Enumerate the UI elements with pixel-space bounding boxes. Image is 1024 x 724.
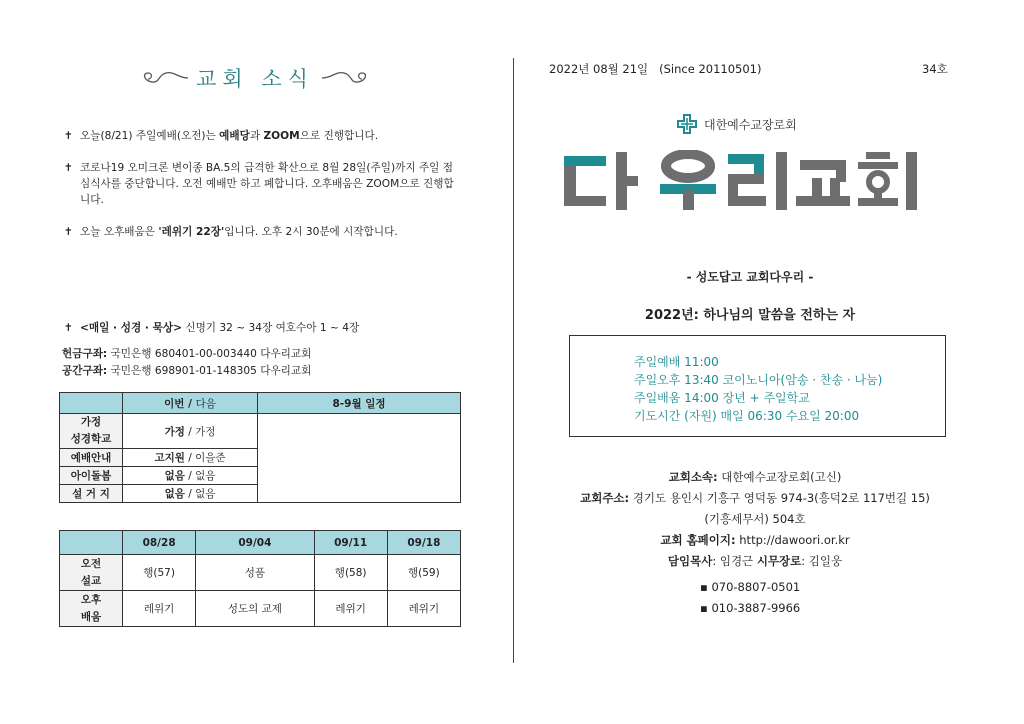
sermon-cell: 레위기 [387, 591, 460, 627]
account-label: 헌금구좌: [62, 348, 108, 360]
schedule-cell: 없음 / 없음 [123, 467, 258, 485]
schedule-row-label: 예배안내 [60, 449, 123, 467]
notice-emphasis: '레위기 22장' [158, 226, 225, 238]
notice-emphasis: 예배당 [219, 130, 250, 142]
notice-segment: 으로 진행합니다. [299, 130, 379, 142]
schedule-header-month: 8-9월 일정 [258, 393, 461, 414]
sermon-cell: 레위기 [123, 591, 196, 627]
phone-list [700, 577, 800, 619]
sermon-row-label: 오후 배움 [60, 591, 123, 627]
schedule-table [59, 392, 461, 503]
service-time-item: 주일예배 11:00 [634, 355, 719, 369]
sermon-date-header: 09/18 [387, 531, 460, 555]
yearly-theme: 2022년: 하나님의 말씀을 전하는 자 [644, 308, 856, 323]
page-divider [513, 58, 514, 663]
sermon-table [59, 530, 461, 627]
homepage-link[interactable]: http://dawoori.or.kr [735, 533, 850, 547]
notice-segment: 코로나19 오미크론 변이종 BA.5의 급격한 확산으로 8월 28일(주일)까지 주일 점심식사를 중단합니다. 오전 예배만 하고 폐합니다. 오후배움은 ZOOM으로 진행합니다. [80, 162, 454, 206]
phone-item: ▪ 010-3887-9966 [700, 601, 801, 615]
account-label: 공간구좌: [62, 365, 108, 377]
schedule-row-label: 아이돌봄 [60, 467, 123, 485]
notice-emphasis: ZOOM [263, 130, 300, 142]
bullet-icon: ▪ [700, 580, 708, 594]
schedule-row-label: 설 거 지 [60, 485, 123, 503]
address-value: 경기도 용인시 기흥구 영덕동 974-3(흥덕2로 117번길 15) [629, 491, 930, 505]
notice-segment: 과 [249, 130, 264, 142]
schedule-month-cell [258, 414, 461, 503]
service-times-list [634, 353, 882, 425]
notice-item [64, 128, 454, 144]
notice-item [64, 160, 454, 208]
affiliation-label: 교회소속: [668, 470, 718, 484]
schedule-cell: 없음 / 없음 [123, 485, 258, 503]
since-date: (Since 20110501) [659, 62, 762, 76]
phone-item: ▪ 070-8807-0501 [700, 580, 801, 594]
affiliation-value: 대한예수교장로회(고신) [717, 470, 842, 484]
sermon-cell: 성도의 교제 [196, 591, 314, 627]
homepage-label: 교회 홈페이지: [660, 533, 736, 547]
news-title: 교회 소식 [196, 67, 314, 91]
address-line2: (기흥세무서) 504호 [704, 512, 806, 526]
service-times-box [569, 335, 946, 437]
notice-segment: 오늘 오후배움은 [80, 226, 159, 238]
daily-label: <매일 · 성경 · 묵상> [80, 322, 182, 334]
notice-item [64, 224, 454, 240]
cross-icon: ✝ [64, 322, 73, 334]
cross-icon: ✝ [64, 130, 73, 142]
accounts-block [62, 346, 311, 380]
denomination-block [676, 113, 797, 135]
elder-label: 시무장로 [756, 554, 802, 568]
account-value: 국민은행 698901-01-148305 다우리교회 [107, 365, 312, 377]
pastor-name: : 임경근 [712, 554, 757, 568]
motto: - 성도답고 교회다우리 - [686, 270, 814, 284]
service-time-item: 주일오후 13:40 코이노니아(암송 · 찬송 · 나눔) [634, 373, 883, 387]
sermon-row-label: 오전 설교 [60, 555, 123, 591]
sermon-date-header: 08/28 [123, 531, 196, 555]
sermon-cell: 성품 [196, 555, 314, 591]
church-name-logo [560, 150, 940, 212]
notice-text [64, 128, 454, 144]
bullet-icon: ▪ [700, 601, 708, 615]
service-time-item: 기도시간 (자원) 매일 06:30 수요일 20:00 [634, 409, 860, 423]
schedule-row-label: 가정 성경학교 [60, 414, 123, 449]
right-flourish-icon [320, 69, 372, 87]
schedule-cell: 고지원 / 이을준 [123, 449, 258, 467]
sermon-cell: 행(59) [387, 555, 460, 591]
elder-name: : 김일웅 [801, 554, 843, 568]
church-info [520, 467, 990, 572]
church-cross-logo-icon [676, 113, 698, 135]
schedule-cell: 가정 / 가정 [123, 414, 258, 449]
schedule-header-this-next: 이번 / 다음 [123, 393, 258, 414]
sermon-header-blank [60, 531, 123, 555]
cross-icon: ✝ [64, 162, 73, 174]
account-value: 국민은행 680401-00-003440 다우리교회 [107, 348, 312, 360]
sermon-cell: 행(57) [123, 555, 196, 591]
denomination-name: 대한예수교장로회 [704, 117, 797, 132]
news-title-block [130, 64, 380, 92]
bulletin-date: 2022년 08월 21일 [549, 62, 649, 76]
service-time-item: 주일배움 14:00 장년 + 주일학교 [634, 391, 810, 405]
notice-segment: 입니다. 오후 2시 30분에 시작합니다. [224, 226, 398, 238]
sermon-date-header: 09/11 [314, 531, 387, 555]
date-line [549, 61, 761, 77]
sermon-date-header: 09/04 [196, 531, 314, 555]
daily-meditation [64, 320, 454, 336]
notice-text [64, 160, 454, 208]
notice-segment: 오늘(8/21) 주일예배(오전)는 [80, 130, 220, 142]
address-label: 교회주소: [580, 491, 630, 505]
left-flourish-icon [138, 69, 190, 87]
pastor-label: 담임목사 [667, 554, 713, 568]
daily-text: 신명기 32 ~ 34장 여호수아 1 ~ 4장 [181, 322, 360, 334]
issue-number: 34호 [922, 62, 948, 76]
cross-icon: ✝ [64, 226, 73, 238]
notice-text [64, 224, 454, 240]
schedule-header-blank [60, 393, 123, 414]
sermon-cell: 레위기 [314, 591, 387, 627]
sermon-cell: 행(58) [314, 555, 387, 591]
